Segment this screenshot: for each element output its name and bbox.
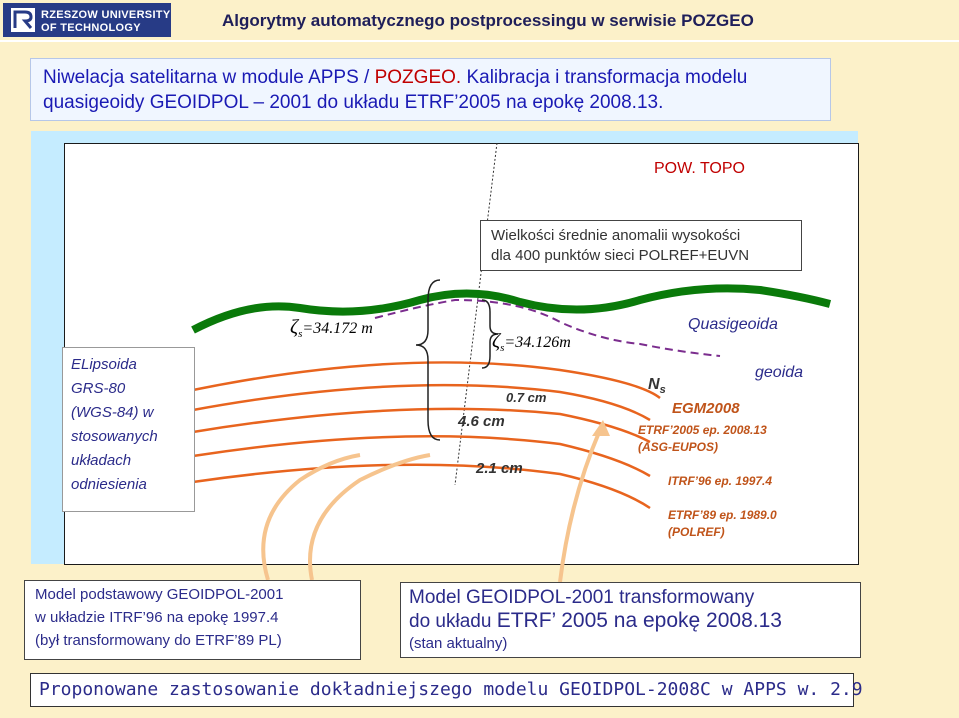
itrf96-label: ITRF’96 ep. 1997.4 (668, 474, 773, 488)
egm-label: EGM2008 (672, 400, 740, 417)
zeta-2-label (492, 330, 571, 354)
pow-topo-label (654, 160, 745, 178)
mean-line-1: Wielkości średnie anomalii wysokości (491, 227, 741, 244)
transformed-line1: Model GEOIDPOL-2001 transformowany (409, 587, 755, 608)
mean-anomaly-box (480, 220, 802, 271)
pow-text: POW. (654, 160, 696, 177)
etrf2005-label-1: ETRF’2005 ep. 2008.13 (638, 423, 767, 437)
transformed-line3: (stan aktualny) (409, 635, 508, 652)
transformed-line2b: ETRF’ 2005 na epokę 2008.13 (496, 609, 782, 632)
quasigeoid-label: Quasigeoida (688, 316, 778, 333)
ns-label (648, 376, 666, 396)
transformed-line2 (409, 609, 782, 633)
base-model-line1: Model podstawowy GEOIDPOL-2001 (35, 586, 284, 603)
title-part-blue: Niwelacja satelitarna w module APPS / (43, 67, 375, 88)
ellipsoid-line-text: ELipsoida (71, 356, 137, 373)
base-model-line3: (był transformowany do ETRF’89 PL) (35, 632, 282, 649)
ellipsoid-line-text: układach (71, 452, 132, 469)
zeta-1-value: =34.172 m (302, 320, 373, 337)
topo-text: TOPO (699, 160, 745, 177)
logo-text-line2: OF TECHNOLOGY (41, 22, 141, 34)
transformed-line2a: do układu (409, 611, 497, 632)
ellipsoid-line-text: odniesienia (71, 476, 147, 493)
zeta-symbol: ζ (290, 316, 299, 338)
etrf2005-label-2: (ASG-EUPOS) (638, 440, 719, 454)
slide-title-line2: quasigeoidy GEOIDPOL – 2001 do układu ETRF’2005 na epokę 2008.13. (43, 92, 664, 113)
ellipsoid-line-text: (WGS-84) w (71, 404, 154, 421)
logo-text-line1: RZESZOW UNIVERSITY (41, 9, 171, 21)
arrow-left-2 (310, 455, 430, 580)
header-title: Algorytmy automatycznego postprocessingu w serwisie POZGEO (222, 11, 754, 30)
delta-46-label: 4.6 cm (458, 413, 505, 430)
zeta-symbol: ζ (492, 330, 501, 352)
geoid-label: geoida (755, 364, 804, 381)
base-model-box (24, 580, 361, 660)
zeta-2-value: =34.126m (504, 334, 571, 351)
title-part-red: POZGEO. (374, 67, 462, 88)
zeta-1-label (290, 316, 373, 340)
transformed-model-box (400, 582, 861, 658)
ellipsoid-label-box (62, 347, 195, 512)
footer-text: Proponowane zastosowanie dokładniejszego modelu GEOIDPOL-2008C w APPS w. 2.9 (39, 679, 863, 700)
zeta-sub: s (298, 328, 303, 341)
etrf89-label-2: (POLREF) (668, 525, 725, 539)
base-model-line2: w układzie ITRF’96 na epokę 1997.4 (35, 609, 279, 626)
ellipsoid-line-1 (193, 362, 660, 398)
title-part-rest: Kalibracja i transformacja modelu (461, 67, 748, 88)
footer-box (30, 673, 863, 707)
delta-21-label: 2.1 cm (476, 460, 523, 477)
zeta-sub: s (500, 342, 505, 355)
mean-line-2: dla 400 punktów sieci POLREF+EUVN (491, 247, 750, 264)
ellipsoid-line-2 (193, 385, 650, 420)
ns-sub: s (659, 384, 666, 397)
ellipsoid-line-text: GRS-80 (71, 380, 126, 397)
ns-symbol: N (648, 376, 660, 393)
delta-07-label: 0.7 cm (506, 390, 547, 405)
etrf89-label-1: ETRF’89 ep. 1989.0 (668, 508, 777, 522)
ellipsoid-line-text: stosowanych (71, 428, 158, 445)
